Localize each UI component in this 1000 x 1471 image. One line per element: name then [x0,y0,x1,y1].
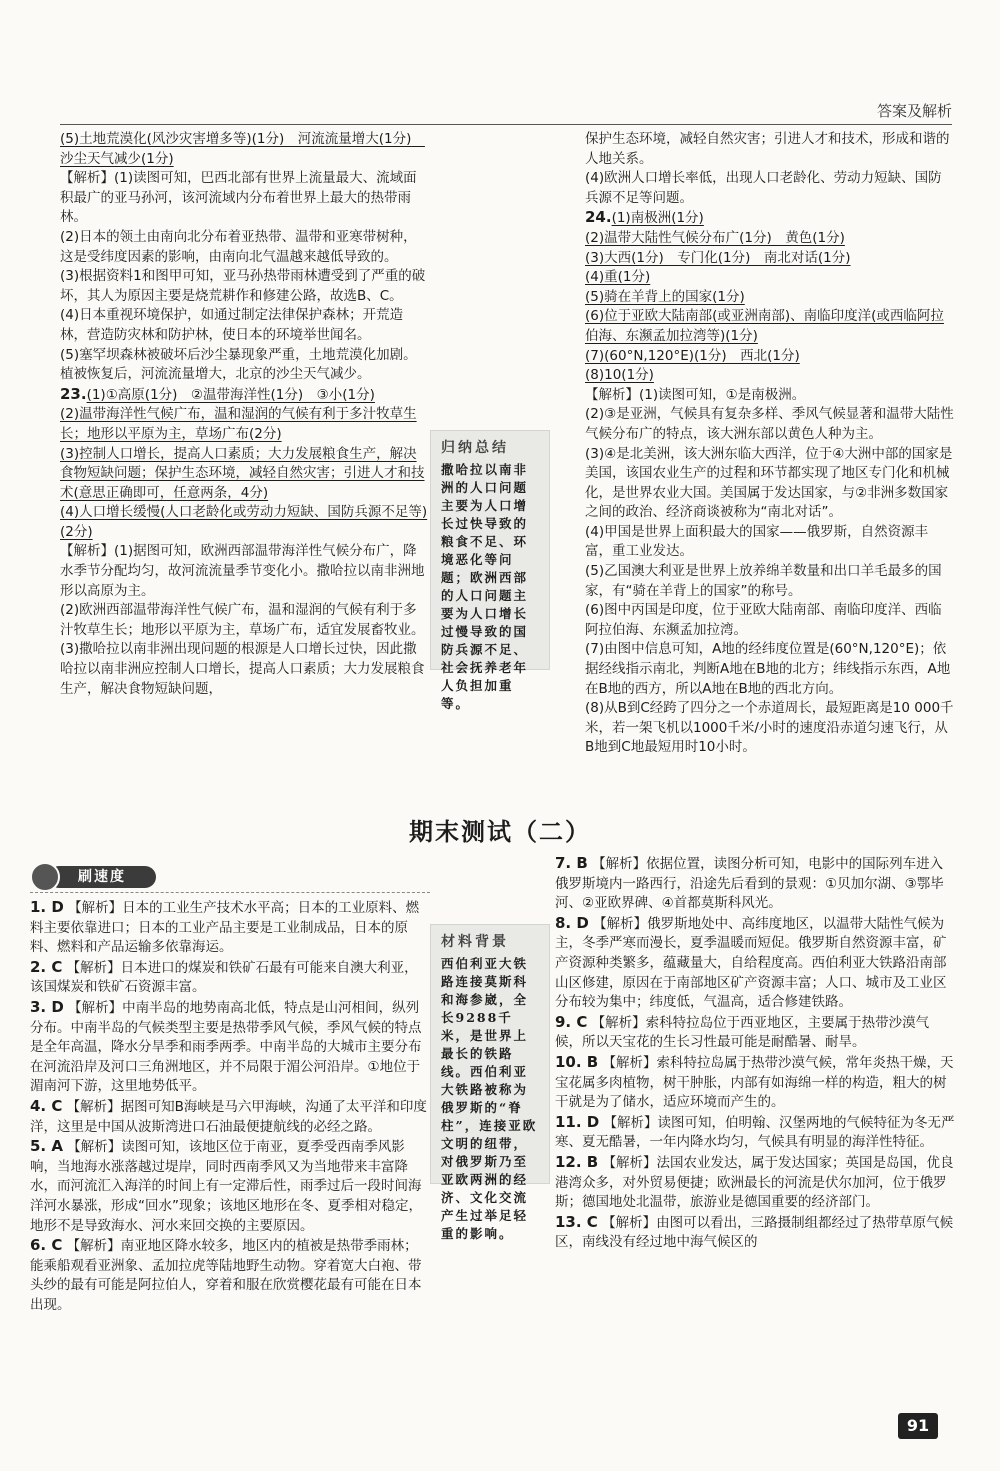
mcq-number: 5. A [30,1137,63,1156]
answer-line [585,208,955,229]
answer-text: (1)南极洲(1分) [611,210,704,227]
background-box-text: 西伯利亚大铁路连接莫斯科和海参崴，全长9288千米，是世界上最长的铁路线。西伯利亚大铁路被称为俄罗斯的“脊柱”，连接亚欧文明的纽带，对俄罗斯乃至亚欧两洲的经济、文化交流产生过举足轻重的影响。 [441,956,538,1241]
q22-continuation [60,130,430,385]
mcq-number: 9. C [555,1012,588,1031]
badge-rule [30,892,430,893]
mcq-number: 13. C [555,1212,598,1231]
mcq-number: 10. B [555,1052,599,1071]
speed-badge-label: 刷速度 [48,866,156,888]
explanation-paragraph: (2)欧洲西部温带海洋性气候广布，温和湿润的气候有利于多汁牧草生长；地形以平原为主，草场广布，适宜发展畜牧业。 [60,602,425,638]
explanation-paragraph: (8)从B到C经跨了四分之一个赤道周长，最短距离是10 000千米，若一架飞机以1000千米/小时的速度沿赤道匀速飞行，从B地到C地最短用时10小时。 [585,700,954,756]
mcq-number: 3. D [30,997,64,1016]
answer-line [585,288,955,308]
question-23 [60,385,430,700]
answer-line [60,503,430,542]
mcq-item [555,914,955,1013]
mcq-item [555,1113,955,1153]
left-top-column [60,130,430,699]
answer-line [585,307,955,346]
answer-paragraph: (4)日本重视环境保护，如通过制定法律保护森林；开荒造林，营造防灾林和防护林，使日本的环境举世闻名。 [60,307,404,343]
answer-text: (4)人口增长缓慢(人口老龄化或劳动力短缺、国防兵源不足等)(2分) [60,504,428,540]
badge-icon [30,862,60,892]
summary-box [430,430,550,711]
answer-paragraph: (5)塞罕坝森林被破坏后沙尘暴现象严重，土地荒漠化加剧。植被恢复后，河流流量增大，北京的沙尘天气减少。 [60,346,417,383]
mcq-explanation: 【解析】读图可知，伯明翰、汉堡两地的气候特征为冬无严寒、夏无酷暑，一年内降水均匀，气候具有明显的海洋性特征。 [555,1114,955,1151]
answer-line [585,366,955,386]
answer-line [60,405,430,444]
summary-box-title: 归纳总结 [441,440,509,456]
explanation-paragraph: (2)③是亚洲，气候具有复杂多样、季风气候显著和温带大陆性气候分布广的特点，该大洲东部以黄色人种为主。 [585,406,954,442]
mcq-number: 4. C [30,1096,63,1115]
mcq-item [555,854,955,914]
mcq-explanation: 【解析】读图可知，该地区位于南亚，夏季受西南季风影响，当地海水涨落越过堤岸，同时西南季风又为当地带来丰富降水，而河流汇入海洋的时间上有一定滞后性，雨季过后一段时间海洋河水暴涨，形成“回水”现象；该地区地形在冬、夏季相对稳定，地形不是导致海水、河水来回交换的主要原因。 [30,1139,422,1234]
mcq-explanation: 【解析】日本的工业生产技术水平高；日本的工业原料、燃料主要依靠进口；日本的工业产品主要是工业制成品，日本的原料、燃料和产品运输多依靠海运。 [30,900,420,956]
answer-text: (3)大西(1分) 专门化(1分) 南北对话(1分) [585,249,851,266]
answer-paragraph: 保护生态环境，减轻自然灾害；引进人才和技术，形成和谐的人地关系。 [585,131,950,167]
page-header-title: 答案及解析 [876,102,952,120]
background-box [430,924,550,1241]
answer-line [585,347,955,367]
answer-line [60,385,430,406]
answer-paragraph: (4)欧洲人口增长率低，出现人口老龄化、劳动力短缺、国防兵源不足等问题。 [585,170,942,206]
answer-paragraph: (3)根据资料1和图甲可知，亚马孙热带雨林遭受到了严重的破坏，其人为原因主要是烧荒耕作和修建公路，故选B、C。 [60,268,426,304]
answer-paragraph: 【解析】(1)读图可知，巴西北部有世界上流量最大、流域面积最广的亚马孙河，该河流域内分布着世界上最大的热带雨林。 [60,170,417,226]
mcq-item [555,1053,955,1113]
mcq-number: 8. D [555,913,589,932]
answer-text: (8)10(1分) [585,367,654,384]
mcq-item [30,1236,430,1315]
mcq-item [555,1013,955,1053]
answer-text: (2)温带大陆性气候分布广(1分) 黄色(1分) [585,229,845,246]
question-24 [585,208,955,758]
left-bottom-column [30,898,430,1315]
right-bottom-column [555,854,955,1253]
answer-paragraph: (2)日本的领土由南向北分布着亚热带、温带和亚寒带树种，这是受纬度因素的影响，由南向北气温越来越低导致的。 [60,228,417,265]
mcq-explanation: 【解析】中南半岛的地势南高北低，特点是山河相间，纵列分布。中南半岛的气候类型主要是热带季风气候，季风气候的特点是全年高温，降水分旱季和雨季两季。中南半岛的大城市主要分布在河流沿岸及河口三角洲地区，并不局限于湄公河沿岸。①地位于湄南河下游，这里地势低平。 [30,999,422,1095]
mcq-explanation: 【解析】俄罗斯地处中、高纬度地区，以温带大陆性气候为主，冬季严寒而漫长，夏季温暖而短促。俄罗斯自然资源丰富，矿产资源种类繁多，蕴藏量大，自给程度高。西伯利亚大铁路沿南部山区修建，原因在于南部地区矿产资源丰富；人口、城市及工业区分布较为集中；纬度低，气温高，适合修建铁路。 [555,915,947,1011]
explanation-paragraph: (4)甲国是世界上面积最大的国家——俄罗斯，自然资源丰富，重工业发达。 [585,523,929,560]
explanation-paragraph: (3)④是北美洲，该大洲东临大西洋，位于④大洲中部的国家是美国，该国农业生产的过程和环节都实现了地区专门化和机械化，是世界农业大国。美国属于发达国家，与②非洲多数国家之间的政治、经济商谈被称为“南北对话”。 [585,445,953,521]
answer-text: (4)重(1分) [585,269,651,286]
mcq-item [555,1213,955,1253]
mcq-explanation: 【解析】据图可知B海峡是马六甲海峡，沟通了太平洋和印度洋，这里是中国从波斯湾进口石油最便捷航线的必经之路。 [30,1098,427,1135]
answer-text: (7)(60°N,120°E)(1分) 西北(1分) [585,347,800,364]
mcq-explanation: 【解析】索科特拉岛属于热带沙漠气候，常年炎热干燥，天宝花属多肉植物，树干肿胀，内部有如海绵一样的构造，粗大的树干就是为了储水，适应环境而产生的。 [555,1054,954,1111]
q23-continuation [585,130,955,208]
summary-box-text: 撒哈拉以南非洲的人口问题主要为人口增长过快导致的粮食不足、环境恶化等问题；欧洲西部的人口问题主要为人口增长过慢导致的国防兵源不足、社会抚养老年人负担加重等。 [441,462,529,711]
answer-text: (5)骑在羊背上的国家(1分) [585,288,745,305]
answer-text: (3)控制人口增长，提高人口素质；大力发展粮食生产，解决食物短缺问题；保护生态环境，减轻自然灾害；引进人才和技术(意思正确即可，任意两条，4分) [60,445,425,501]
answer-paragraph: (5)土地荒漠化(风沙灾害增多等)(1分) 河流流量增大(1分) 沙尘天气减少(1分) [60,131,425,167]
mcq-number: 7. B [555,854,588,872]
explanation-paragraph: (3)撒哈拉以南非洲出现问题的根源是人口增长过快，因此撒哈拉以南非洲应控制人口增长，提高人口素质；大力发展粮食生产，解决食物短缺问题， [60,641,425,697]
answer-line [60,445,430,504]
question-number: 23. [60,384,87,403]
right-top-column [585,130,955,758]
mcq-item [30,998,430,1097]
mcq-explanation: 【解析】索科特拉岛位于西亚地区，主要属于热带沙漠气候，所以天宝花的生长习性最可能是耐酷暑、耐旱。 [555,1014,930,1051]
mcq-explanation: 【解析】法国农业发达，属于发达国家；英国是岛国，优良港湾众多，对外贸易便捷；欧洲最长的河流是伏尔加河，位于俄罗斯；德国地处北温带，旅游业是德国重要的经济部门。 [555,1154,954,1211]
explanation-paragraph: (6)图中丙国是印度，位于亚欧大陆南部、南临印度洋、西临阿拉伯海、东濒孟加拉湾。 [585,602,942,638]
mcq-explanation: 【解析】日本进口的煤炭和铁矿石最有可能来自澳大利亚，该国煤炭和铁矿石资源丰富。 [30,959,418,996]
answer-text: (1)①高原(1分) ②温带海洋性(1分) ③小(1分) [86,386,375,403]
mcq-explanation: 【解析】南亚地区降水较多，地区内的植被是热带季雨林；能乘船观看亚洲象、孟加拉虎等陆地野生动物。穿着宽大白袍、带头纱的最有可能是阿拉伯人，穿着和服在欣赏樱花最有可能在日本出现。 [30,1238,422,1313]
speed-badge [30,862,160,890]
mcq-number: 6. C [30,1236,63,1255]
background-box-title: 材料背景 [441,934,509,950]
mcq-item [30,958,430,998]
answer-line [585,229,955,249]
answer-text: (2)温带海洋性气候广布，温和湿润的气候有利于多汁牧草生长；地形以平原为主，草场广布(2分) [60,406,417,442]
mcq-item [30,1097,430,1137]
question-number: 24. [585,208,612,227]
page-number: 91 [898,1413,938,1439]
mcq-number: 12. B [555,1152,599,1171]
mcq-number: 1. D [30,898,64,916]
mcq-number: 11. D [555,1112,600,1131]
answer-line [585,268,955,288]
answer-line [585,249,955,269]
mcq-item [30,898,430,958]
mcq-explanation: 【解析】依据位置，读图分析可知，电影中的国际列车进入俄罗斯境内一路西行，沿途先后看到的景观：①贝加尔湖、③鄂毕河、②亚欧界碑、④首都莫斯科风光。 [555,856,944,912]
answer-text: (6)位于亚欧大陆南部(或亚洲南部)、南临印度洋(或西临阿拉伯海、东濒孟加拉湾等)(1分) [585,308,944,344]
explanation-paragraph: (5)乙国澳大利亚是世界上放养绵羊数量和出口羊毛最多的国家，有“骑在羊背上的国家”的称号。 [585,563,942,599]
mcq-explanation: 【解析】由图可以看出，三路摄制组都经过了热带草原气候区，南线没有经过地中海气候区的 [555,1214,954,1251]
explanation-paragraph: 【解析】(1)据图可知，欧洲西部温带海洋性气候分布广，降水季节分配均匀，故河流流量季节变化小。撒哈拉以南非洲地形以高原为主。 [60,543,425,599]
mcq-item [555,1153,955,1213]
explanation-paragraph: (7)由图中信息可知，A地的经纬度位置是(60°N,120°E)；依据经线指示南北，判断A地在B地的北方；纬线指示东西，A地在B地的西方，所以A地在B地的西北方向。 [585,641,951,697]
explanation-paragraph: 【解析】(1)读图可知，①是南极洲。 [585,386,806,403]
header-rule [60,124,952,125]
mcq-item [30,1137,430,1236]
mcq-number: 2. C [30,957,63,976]
section-title: 期末测试（二） [409,818,591,846]
